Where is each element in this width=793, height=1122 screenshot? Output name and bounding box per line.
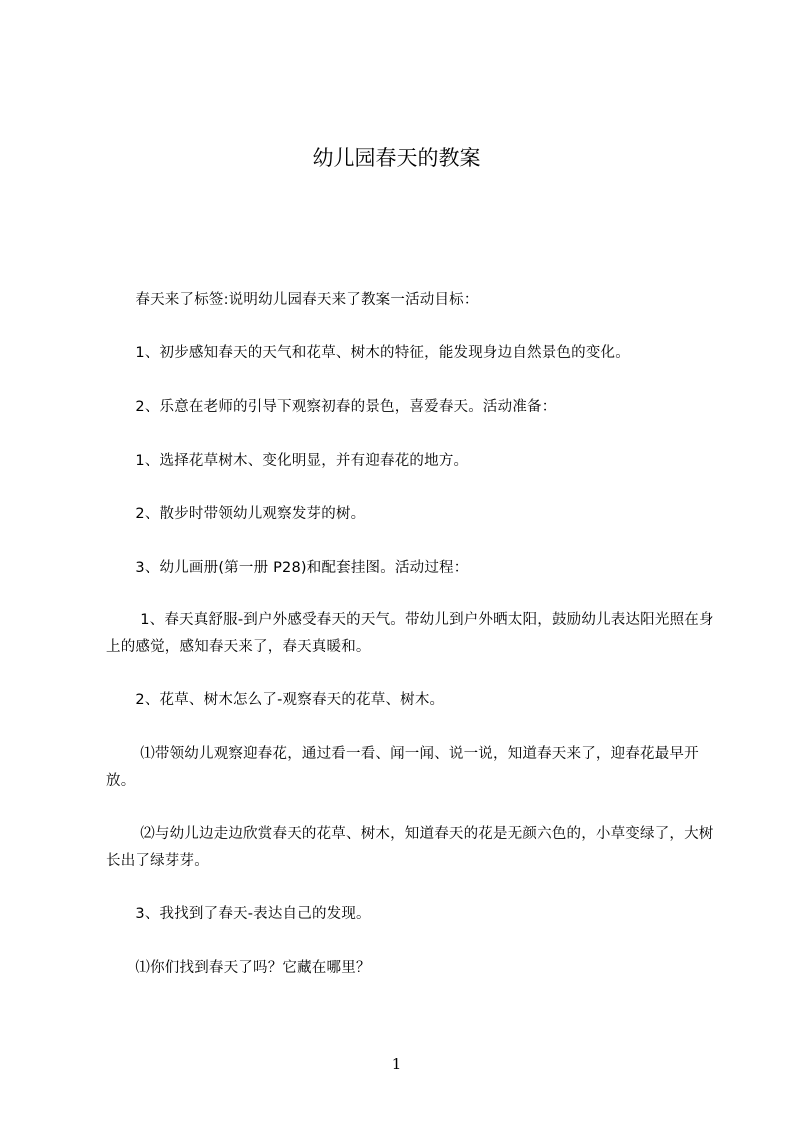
paragraph-process-2: 2、花草、树木怎么了-观察春天的花草、树木。 xyxy=(106,692,445,708)
paragraph-prep-3: 3、幼儿画册(第一册 P28)和配套挂图。活动过程： xyxy=(106,560,469,576)
paragraph-goal-1: 1、初步感知春天的天气和花草、树木的特征，能发现身边自然景色的变化。 xyxy=(106,345,630,361)
paragraph-intro: 春天来了标签:说明幼儿园春天来了教案一活动目标： xyxy=(106,292,479,308)
paragraph-process-2-1: ⑴带领幼儿观察迎春花，通过看一看、闻一闻、说一说，知道春天来了，迎春花最早开放。 xyxy=(106,746,699,789)
paragraph-process-1: 1、春天真舒服-到户外感受春天的天气。带幼儿到户外晒太阳，鼓励幼儿表达阳光照在身上的感觉，感知春天来了，春天真暖和。 xyxy=(106,612,714,655)
paragraph-process-3: 3、我找到了春天-表达自己的发现。 xyxy=(106,906,371,922)
paragraph-goal-2: 2、乐意在老师的引导下观察初春的景色，喜爱春天。活动准备： xyxy=(106,399,557,415)
paragraph-prep-1: 1、选择花草树木、变化明显，并有迎春花的地方。 xyxy=(106,453,469,469)
document-title: 幼儿园春天的教案 xyxy=(312,146,481,170)
paragraph-process-2-2: ⑵与幼儿边走边欣赏春天的花草、树木，知道春天的花是无颜六色的，小草变绿了，大树长出了绿芽芽。 xyxy=(106,826,714,869)
page-number: 1 xyxy=(391,1055,402,1073)
paragraph-process-3-1: ⑴你们找到春天了吗？它藏在哪里？ xyxy=(106,960,371,976)
paragraph-prep-2: 2、散步时带领幼儿观察发芽的树。 xyxy=(106,506,366,522)
